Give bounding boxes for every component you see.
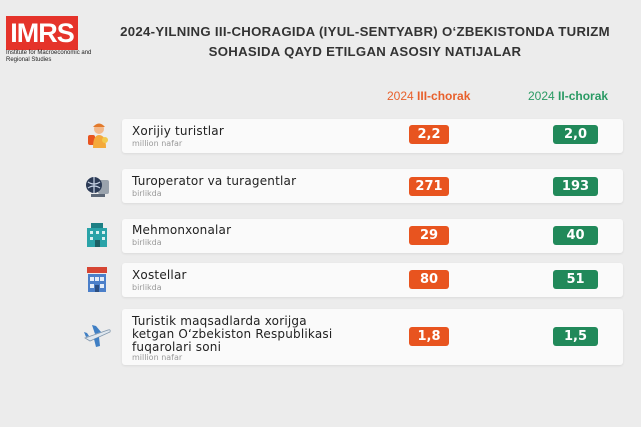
tourist-icon [82, 120, 112, 150]
page-title: 2024-YILNING III-CHORAGIDA (IYUL-SENTYABR) O‘ZBEKISTONDA TURIZM SOHASIDA QAYD ETILGAN ASOSIY NATIJALAR [120, 24, 610, 59]
row-unit: birlikda [132, 283, 162, 292]
column-header-q3 [387, 89, 470, 103]
column-header-q2 [528, 89, 608, 103]
row-label: Mehmonxonalar [132, 223, 232, 237]
logo-text: IMRS [10, 17, 74, 48]
value-q2: 40 [553, 226, 598, 245]
column-header-q2-year: 2024 [528, 89, 559, 103]
row-unit: birlikda [132, 238, 162, 247]
column-header-q3-year: 2024 [387, 89, 418, 103]
column-header-q3-label: III-chorak [417, 89, 471, 103]
value-q3: 2,2 [409, 125, 449, 144]
imrs-logo [6, 16, 78, 50]
row-unit: birlikda [132, 189, 162, 198]
row-label: Turoperator va turagentlar [132, 174, 297, 188]
row-label-line: fuqarolari soni [132, 340, 222, 354]
value-q2: 51 [553, 270, 598, 289]
value-q3: 271 [409, 177, 449, 196]
column-header-q2-label: II-chorak [558, 89, 609, 103]
row-label: Xostellar [132, 268, 187, 282]
stat-card-hostels [122, 263, 623, 297]
row-label-line: Turistik maqsadlarda xorijga [132, 314, 307, 328]
hotel-icon [82, 220, 112, 250]
value-q3: 29 [409, 226, 449, 245]
row-label: Xorijiy turistlar [132, 124, 224, 138]
logo-subtitle: Institute for Macroeconomic and Regional Studies [6, 50, 92, 63]
value-q3: 80 [409, 270, 449, 289]
hostel-icon [82, 265, 112, 295]
row-unit: million nafar [132, 139, 183, 148]
tour-operator-icon [82, 170, 112, 200]
airplane-icon [82, 320, 112, 350]
value-q2: 2,0 [553, 125, 598, 144]
value-q2: 1,5 [553, 327, 598, 346]
row-label-line: ketgan O‘zbekiston Respublikasi [132, 327, 333, 341]
row-unit: million nafar [132, 353, 183, 362]
value-q2: 193 [553, 177, 598, 196]
value-q3: 1,8 [409, 327, 449, 346]
